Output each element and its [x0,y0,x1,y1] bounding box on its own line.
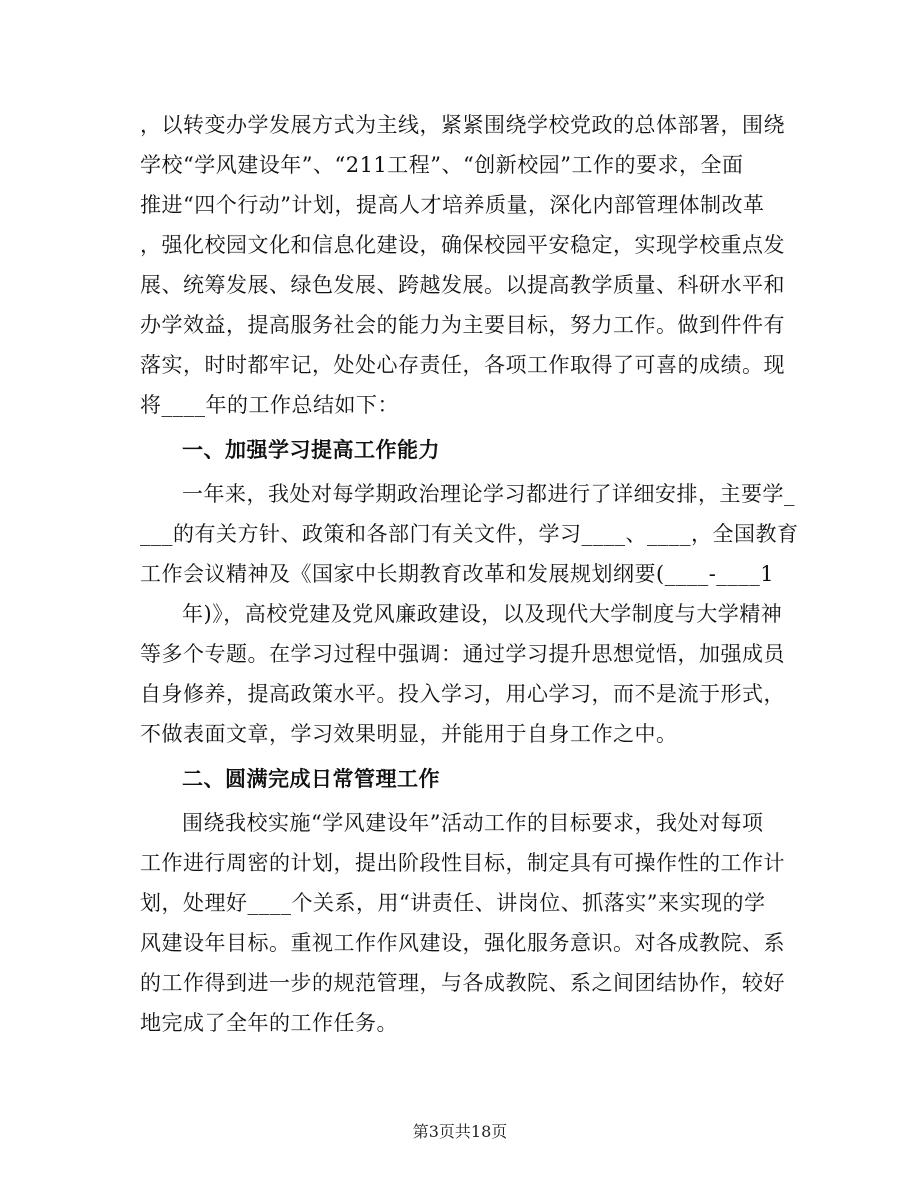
intro-line: 推进“四个行动”计划，提高人才培养质量，深化内部管理体制改革 [140,193,765,217]
page-number: 第3页共18页 [412,1122,508,1141]
intro-line: 将____年的工作总结如下： [140,393,399,417]
paragraph-1-line: 一年来，我处对每学期政治理论学习都进行了详细安排，主要学_ [182,482,795,506]
paragraph-1-line: 自身修养，提高政策水平。投入学习，用心学习，而不是流于形式， [140,682,785,706]
paragraph-2-line: 划，处理好____个关系，用“讲责任、讲岗位、抓落实”来实现的学 [140,891,766,915]
intro-line: ，以转变办学发展方式为主线，紧紧围绕学校党政的总体部署，围绕 [140,113,785,137]
paragraph-1-line: 工作会议精神及《国家中长期教育改革和发展规划纲要(____-____1 [140,562,775,586]
intro-line: ，强化校园文化和信息化建设，确保校园平安稳定，实现学校重点发 [140,233,785,257]
paragraph-2-line: 风建设年目标。重视工作作风建设，强化服务意识。对各成教院、系 [140,931,785,955]
paragraph-1-line: 等多个专题。在学习过程中强调：通过学习提升思想觉悟，加强成员 [140,642,785,666]
intro-line: 展、统筹发展、绿色发展、跨越发展。以提高教学质量、科研水平和 [140,273,785,297]
paragraph-2-line: 的工作得到进一步的规范管理，与各成教院、系之间团结协作，较好 [140,971,785,995]
intro-line: 办学效益，提高服务社会的能力为主要目标，努力工作。做到件件有 [140,313,785,337]
intro-line: 学校“学风建设年”、“211工程”、“创新校园”工作的要求，全面 [140,153,744,177]
paragraph-2-line: 围绕我校实施“学风建设年”活动工作的目标要求，我处对每项 [182,811,764,835]
section-heading-2: 二、圆满完成日常管理工作 [182,766,440,791]
paragraph-1-line: 不做表面文章，学习效果明显，并能用于自身工作之中。 [140,722,678,746]
paragraph-1-line: 年)》，高校党建及党风廉政建设，以及现代大学制度与大学精神 [182,602,783,626]
paragraph-2-line: 地完成了全年的工作任务。 [140,1011,398,1035]
intro-line: 落实，时时都牢记，处处心存责任，各项工作取得了可喜的成绩。现 [140,353,785,377]
paragraph-1-line: ___的有关方针、政策和各部门有关文件，学习____、____，全国教育 [140,522,799,546]
section-heading-1: 一、加强学习提高工作能力 [182,437,440,462]
paragraph-2-line: 工作进行周密的计划，提出阶段性目标，制定具有可操作性的工作计 [140,851,785,875]
